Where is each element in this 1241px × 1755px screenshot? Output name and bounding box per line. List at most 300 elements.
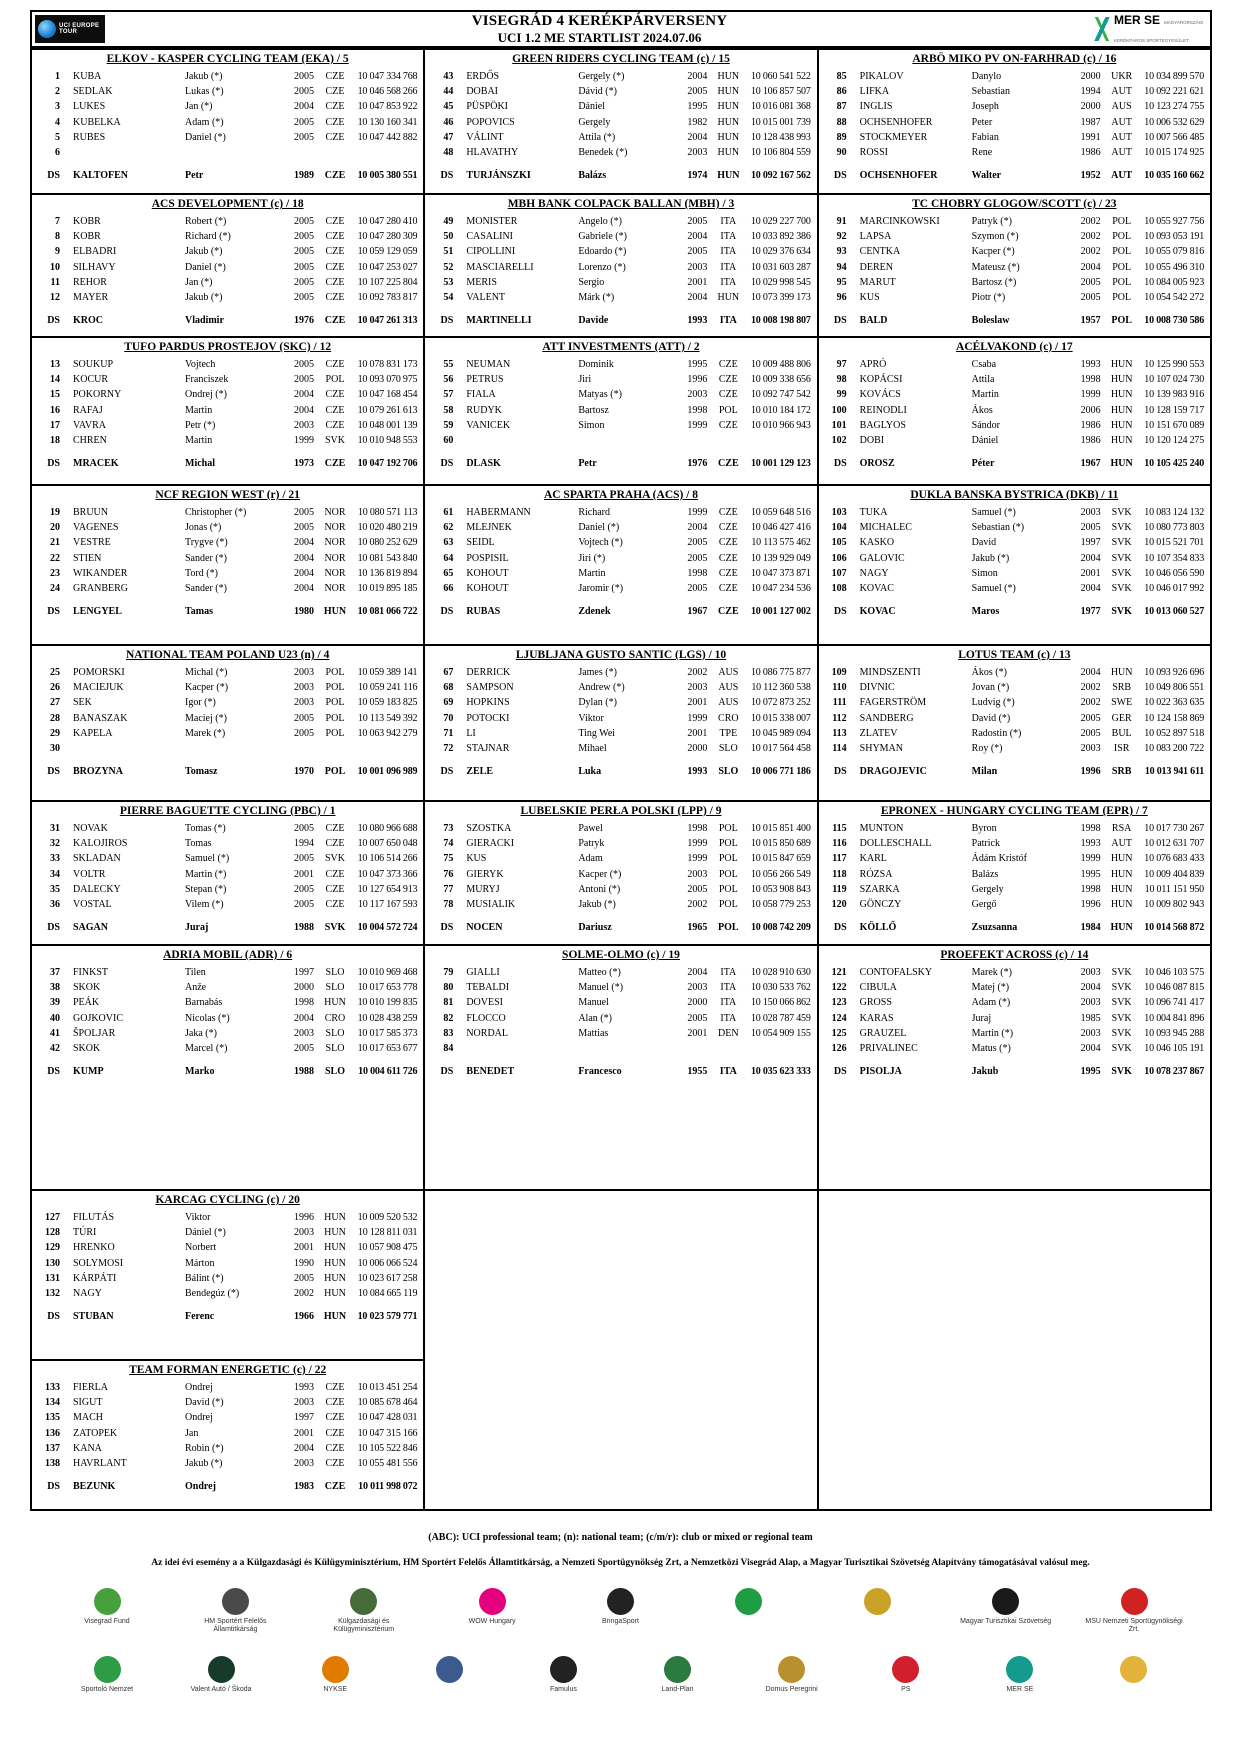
birth-year: 1993 [687, 315, 708, 327]
nationality: CZE [718, 458, 739, 470]
rider-number: 67 [443, 667, 454, 678]
surname [60, 145, 185, 160]
first-name: Jan (*) [185, 276, 213, 288]
surname: STUBAN [73, 1311, 114, 1323]
nationality: HUN [717, 101, 740, 113]
birth-year: 2005 [294, 507, 314, 518]
ds-row [429, 168, 812, 183]
rider-row [429, 260, 812, 275]
rider-row [36, 821, 419, 836]
team-name: NATIONAL TEAM POLAND U23 (n) / 4 [125, 649, 330, 661]
team-block [31, 645, 424, 801]
surname: DOLLESCHALL [859, 838, 932, 850]
rider-row [823, 130, 1206, 145]
rider-row [36, 433, 419, 448]
rider-number: 94 [836, 261, 847, 273]
first-name: Lukas (*) [185, 86, 224, 98]
team-block [818, 645, 1211, 801]
nationality: SLO [325, 967, 345, 978]
surname: MURYJ [466, 883, 500, 895]
surname: CIPOLLINI [466, 246, 516, 258]
nationality: CZE [325, 276, 345, 288]
uci-id: 10 047 315 166 [357, 1427, 418, 1439]
rider-row [429, 84, 812, 99]
birth-year: 2005 [1080, 712, 1101, 724]
birth-year: 1998 [1080, 374, 1101, 386]
team-name: PROEFEKT ACROSS (c) / 14 [940, 949, 1089, 961]
ds-label: DS [833, 458, 847, 470]
uci-id: 10 015 338 007 [750, 712, 811, 724]
first-name: Sergio [578, 276, 605, 288]
uci-id: 10 012 631 707 [1144, 838, 1204, 850]
ds-row [36, 604, 419, 619]
surname: DOBAI [466, 86, 498, 98]
ds-label: DS [47, 1066, 60, 1078]
uci-id: 10 011 151 950 [1144, 883, 1204, 895]
surname: FLOCCO [466, 1012, 506, 1024]
birth-year: 1982 [687, 116, 708, 128]
uci-id: 10 015 174 925 [1144, 147, 1204, 159]
rider-row [823, 84, 1206, 99]
first-name: Mateusz (*) [971, 261, 1020, 273]
nationality: UKR [1111, 71, 1133, 82]
surname: KOHOUT [466, 583, 509, 595]
uci-id: 10 009 520 532 [357, 1212, 418, 1223]
rider-row [429, 551, 812, 566]
surname: ZATOPEK [73, 1427, 118, 1439]
nationality: SVK [1111, 552, 1132, 564]
ds-label: DS [833, 606, 847, 618]
team-name: ADRIA MOBIL (ADR) / 6 [163, 949, 293, 961]
team-block [424, 337, 817, 485]
surname: STIEN [73, 552, 102, 564]
surname: BEZUNK [73, 1481, 116, 1493]
birth-year: 1991 [1080, 131, 1101, 143]
rider-row [823, 995, 1206, 1010]
birth-year: 2000 [1080, 101, 1101, 113]
nationality: HUN [1110, 667, 1133, 678]
uci-id: 10 059 241 116 [357, 682, 418, 694]
nationality: NOR [324, 507, 346, 518]
rider-row [36, 357, 419, 372]
birth-year: 1988 [294, 1066, 314, 1078]
uci-id: 10 014 568 872 [1144, 922, 1204, 934]
team-name: LUBELSKIE PERŁA POLSKI (LPP) / 9 [520, 805, 722, 817]
nationality: NOR [324, 583, 346, 595]
nationality: CZE [325, 1397, 345, 1409]
rider-row [823, 897, 1206, 912]
nationality: ISR [1113, 743, 1130, 755]
rider-number: 132 [45, 1288, 60, 1300]
nationality: SVK [1111, 1012, 1132, 1024]
rider-row [429, 851, 812, 866]
team-name: ACS DEVELOPMENT (c) / 18 [151, 198, 304, 210]
uci-id: 10 017 730 267 [1144, 823, 1204, 834]
birth-year: 1983 [294, 1481, 314, 1493]
uci-id [356, 741, 419, 756]
team-name: ARBÖ MIKO PV ON-FARHRAD (c) / 16 [912, 53, 1117, 65]
first-name: Mattias [578, 1027, 609, 1039]
rider-row [36, 566, 419, 581]
rider-row [823, 535, 1206, 550]
nationality: CZE [324, 1481, 346, 1493]
rider-row [429, 145, 812, 160]
surname: MACH [73, 1412, 104, 1424]
birth-year: 1996 [1080, 766, 1101, 778]
uci-id: 10 081 543 840 [357, 552, 418, 564]
nationality: SVK [324, 435, 345, 447]
rider-row [823, 357, 1206, 372]
uci-id: 10 031 603 287 [750, 261, 811, 273]
surname: RAFAJ [73, 404, 103, 416]
event-title: VISEGRÁD 4 KERÉKPÁRVERSENY [471, 12, 728, 29]
uci-id: 10 059 648 516 [750, 507, 811, 518]
nationality: ITA [720, 261, 737, 273]
surname: MUNTON [859, 823, 904, 834]
birth-year: 2004 [687, 967, 708, 978]
uci-id: 10 080 252 629 [357, 537, 418, 549]
surname: KOCUR [73, 374, 109, 386]
surname: KASKO [859, 537, 895, 549]
surname: MACIEJUK [73, 682, 124, 694]
first-name: Daniel (*) [578, 522, 620, 534]
rider-number: 28 [50, 712, 60, 724]
first-name: Marko [185, 1066, 215, 1078]
rider-number: 37 [50, 967, 60, 978]
nationality: HUN [1110, 883, 1133, 895]
nationality: HUN [717, 71, 740, 82]
birth-year: 2005 [1080, 522, 1101, 534]
sponsor-logo-label: Külgazdasági és Külügyminisztérium [333, 1618, 395, 1633]
rider-row [36, 680, 419, 695]
nationality: HUN [717, 170, 740, 182]
first-name: Tomas (*) [185, 823, 226, 834]
uci-id: 10 047 334 768 [357, 71, 418, 82]
birth-year: 2003 [687, 261, 708, 273]
rider-number: 24 [50, 583, 60, 595]
rider-row [429, 130, 812, 145]
birth-year: 2004 [294, 389, 314, 401]
uci-id: 10 120 124 275 [1144, 435, 1204, 447]
first-name: Martin [971, 389, 999, 401]
surname: CONTOFALSKY [859, 967, 933, 978]
birth-year: 2005 [294, 71, 314, 82]
surname: MASCIARELLI [466, 261, 534, 273]
surname: RUBES [73, 131, 106, 143]
rider-row [429, 882, 812, 897]
rider-number: 51 [443, 246, 454, 258]
birth-year: 1995 [1080, 868, 1101, 880]
merse-swoosh-icon [1094, 17, 1110, 41]
uci-id: 10 092 747 542 [750, 389, 811, 401]
first-name: Pawel [578, 823, 603, 834]
ds-label: DS [47, 922, 60, 934]
sponsor-logo [55, 1656, 159, 1694]
nationality: SVK [1111, 997, 1132, 1009]
nationality: ITA [720, 997, 737, 1009]
rider-row [823, 214, 1206, 229]
first-name: Marcel (*) [185, 1043, 228, 1055]
uci-id: 10 010 184 172 [750, 404, 811, 416]
first-name: Matyas (*) [578, 389, 622, 401]
ds-label: DS [440, 170, 454, 182]
birth-year: 2005 [1080, 276, 1101, 288]
ds-label: DS [47, 458, 60, 470]
surname: POPOVICS [466, 116, 515, 128]
ds-row [429, 313, 812, 328]
first-name: Mihael [578, 743, 607, 755]
first-name: Matteo (*) [578, 967, 621, 978]
rider-row [429, 581, 812, 596]
uci-id: 10 127 654 913 [357, 883, 418, 895]
first-name: Sander (*) [185, 552, 227, 564]
birth-year: 2003 [687, 682, 708, 694]
rider-number: 34 [50, 868, 60, 880]
rider-row [823, 433, 1206, 448]
nationality: HUN [1110, 458, 1133, 470]
rider-row [36, 1456, 419, 1471]
first-name: Jovan (*) [971, 682, 1010, 694]
surname: LIFKA [859, 86, 890, 98]
first-name: Bendegúz (*) [185, 1288, 240, 1300]
surname: VESTRE [73, 537, 111, 549]
nationality: ITA [720, 982, 737, 994]
surname: KOPÁCSI [859, 374, 903, 386]
nationality: SVK [1111, 522, 1132, 534]
sponsor-logo-label: WOW Hungary [468, 1618, 516, 1625]
rider-number: 14 [50, 374, 60, 386]
uci-id: 10 139 983 916 [1144, 389, 1204, 401]
rider-row [36, 726, 419, 741]
first-name: Dániel [578, 101, 605, 113]
nationality: ITA [720, 216, 737, 227]
surname: KUS [859, 292, 880, 304]
first-name: Jan [185, 1427, 199, 1439]
nationality: AUS [718, 697, 739, 709]
rider-number: 76 [443, 868, 454, 880]
first-name: Daniel (*) [185, 131, 226, 143]
birth-year: 1998 [1080, 883, 1101, 895]
nationality: POL [1112, 231, 1132, 243]
nationality: AUS [718, 667, 739, 678]
rider-row [429, 695, 812, 710]
rider-row [36, 372, 419, 387]
rider-row [429, 290, 812, 305]
surname: SEDLAK [73, 86, 113, 98]
nationality: CZE [325, 86, 345, 98]
surname: TURJÁNSZKI [466, 170, 531, 182]
uci-id: 10 030 533 762 [750, 982, 811, 994]
first-name: Dávid (*) [578, 86, 617, 98]
rider-number: 104 [831, 522, 847, 534]
nationality: POL [718, 853, 738, 865]
birth-year: 2003 [294, 419, 314, 431]
birth-year: 2001 [687, 727, 708, 739]
rider-row [429, 535, 812, 550]
uci-id: 10 004 572 724 [357, 922, 418, 934]
first-name: Walter [971, 170, 1002, 182]
uci-id: 10 004 841 896 [1144, 1012, 1204, 1024]
rider-number: 2 [55, 86, 60, 98]
uci-id: 10 008 730 586 [1144, 315, 1204, 327]
birth-year: 2005 [294, 727, 314, 739]
rider-number: 61 [443, 507, 454, 518]
first-name: Marek (*) [971, 967, 1012, 978]
surname: NOVAK [73, 823, 108, 834]
surname: BALD [859, 315, 888, 327]
birth-year: 1967 [687, 606, 708, 618]
nationality: HUN [1110, 922, 1133, 934]
uci-id: 10 047 428 031 [357, 1412, 418, 1424]
uci-id: 10 004 611 726 [358, 1066, 418, 1078]
ds-row [823, 920, 1206, 935]
first-name: Jaromir (*) [578, 583, 624, 595]
uci-id: 10 023 617 258 [357, 1272, 418, 1284]
rider-number: 8 [55, 231, 60, 243]
surname: POMORSKI [73, 667, 125, 678]
birth-year [282, 145, 314, 160]
first-name: Attila [971, 374, 995, 386]
first-name: Piotr (*) [971, 292, 1006, 304]
rider-number: 134 [45, 1397, 60, 1409]
nationality: NOR [324, 522, 346, 534]
nationality: HUN [324, 997, 346, 1009]
birth-year: 1993 [1080, 359, 1101, 370]
document-header [30, 10, 1212, 48]
rider-number: 90 [836, 147, 847, 159]
birth-year: 2002 [1080, 246, 1101, 258]
rider-number: 4 [55, 116, 60, 128]
nationality: CZE [325, 899, 345, 911]
uci-id: 10 106 514 266 [357, 853, 418, 865]
rider-row [429, 244, 812, 259]
birth-year: 1999 [687, 507, 708, 518]
nationality: SVK [1111, 1027, 1132, 1039]
ds-row [429, 604, 812, 619]
first-name: Jonas (*) [185, 522, 222, 534]
uci-id: 10 015 001 739 [750, 116, 811, 128]
birth-year: 2005 [1080, 292, 1101, 304]
nationality: HUN [324, 1257, 346, 1269]
nationality: CZE [325, 131, 345, 143]
team-block [818, 801, 1211, 945]
team-block [424, 49, 817, 194]
surname: HLAVATHY [466, 147, 519, 159]
first-name: Ting Wei [578, 727, 616, 739]
surname: KUS [466, 853, 487, 865]
ds-row [823, 168, 1206, 183]
rider-number: 15 [50, 389, 60, 401]
first-name [578, 433, 675, 448]
surname: FINKST [73, 967, 109, 978]
sponsor-logo-icon [1120, 1656, 1147, 1683]
uci-id: 10 001 096 989 [357, 766, 418, 778]
surname: CHREN [73, 435, 107, 447]
surname: SHYMAN [859, 743, 903, 755]
surname: GÖNCZY [859, 899, 902, 911]
first-name: Luka [578, 766, 602, 778]
ds-label: DS [440, 315, 454, 327]
nationality: ITA [720, 276, 737, 288]
first-name: Ákos [971, 404, 993, 416]
rider-number: 17 [50, 419, 60, 431]
surname: ELBADRI [73, 246, 117, 258]
first-name: Jan (*) [185, 101, 213, 113]
nationality: HUN [1110, 435, 1133, 447]
first-name: Péter [971, 458, 995, 470]
uci-id: 10 048 001 139 [357, 419, 418, 431]
rider-number: 31 [50, 823, 60, 834]
rider-row [823, 505, 1206, 520]
rider-row [36, 995, 419, 1010]
rider-row [36, 130, 419, 145]
rider-number: 136 [45, 1427, 60, 1439]
uci-id: 10 015 851 400 [750, 823, 811, 834]
nationality: CZE [718, 389, 738, 401]
nationality: CZE [718, 583, 738, 595]
rider-number: 114 [832, 743, 847, 755]
rider-row [823, 566, 1206, 581]
first-name: Patryk [578, 838, 605, 850]
surname: KÖLLŐ [859, 922, 897, 934]
rider-number: 109 [831, 667, 847, 678]
uci-id: 10 081 066 722 [357, 606, 418, 618]
rider-row [823, 275, 1206, 290]
nationality: HUN [1110, 419, 1133, 431]
team-name: TEAM FORMAN ENERGETIC (c) / 22 [129, 1364, 327, 1376]
uci-id: 10 010 199 835 [357, 997, 418, 1009]
rider-number: 95 [836, 276, 847, 288]
sponsor-logo-icon [607, 1588, 634, 1615]
rider-number: 71 [443, 727, 454, 739]
first-name: Gergely (*) [578, 71, 625, 82]
sponsor-logo-icon [1121, 1588, 1148, 1615]
birth-year: 2001 [687, 697, 708, 709]
team-name: DUKLA BANSKA BYSTRICA (DKB) / 11 [910, 489, 1119, 501]
sponsor-logo-label: HM Sportért Felelős Államtitkárság [204, 1618, 267, 1633]
rider-row [36, 1240, 419, 1255]
rider-number: 138 [45, 1458, 60, 1470]
rider-number: 55 [443, 359, 454, 370]
nationality: SRB [1111, 766, 1132, 778]
ds-row [823, 456, 1206, 471]
birth-year: 2005 [294, 712, 314, 724]
rider-row [36, 851, 419, 866]
uci-id: 10 053 908 843 [750, 883, 811, 895]
nationality: HUN [324, 1227, 346, 1239]
nationality: BUL [1111, 727, 1132, 739]
first-name: Petr [578, 458, 597, 470]
surname: PISOLJA [859, 1066, 902, 1078]
first-name: Adam [578, 853, 603, 865]
uci-id: 10 092 167 562 [750, 170, 811, 182]
first-name: Richard (*) [185, 231, 231, 243]
rider-row [36, 244, 419, 259]
sponsor-logo-icon [350, 1588, 377, 1615]
nationality: POL [1111, 315, 1132, 327]
rider-row [36, 229, 419, 244]
first-name: Robert (*) [185, 216, 227, 227]
first-name: Samuel (*) [971, 507, 1016, 518]
rider-number: 85 [836, 71, 847, 82]
birth-year: 2004 [294, 404, 314, 416]
uci-id: 10 047 442 882 [357, 131, 418, 143]
birth-year: 2001 [687, 276, 708, 288]
birth-year: 2005 [294, 899, 314, 911]
first-name: Bálint (*) [185, 1272, 224, 1284]
ds-label: DS [47, 766, 60, 778]
rider-row [429, 1026, 812, 1041]
